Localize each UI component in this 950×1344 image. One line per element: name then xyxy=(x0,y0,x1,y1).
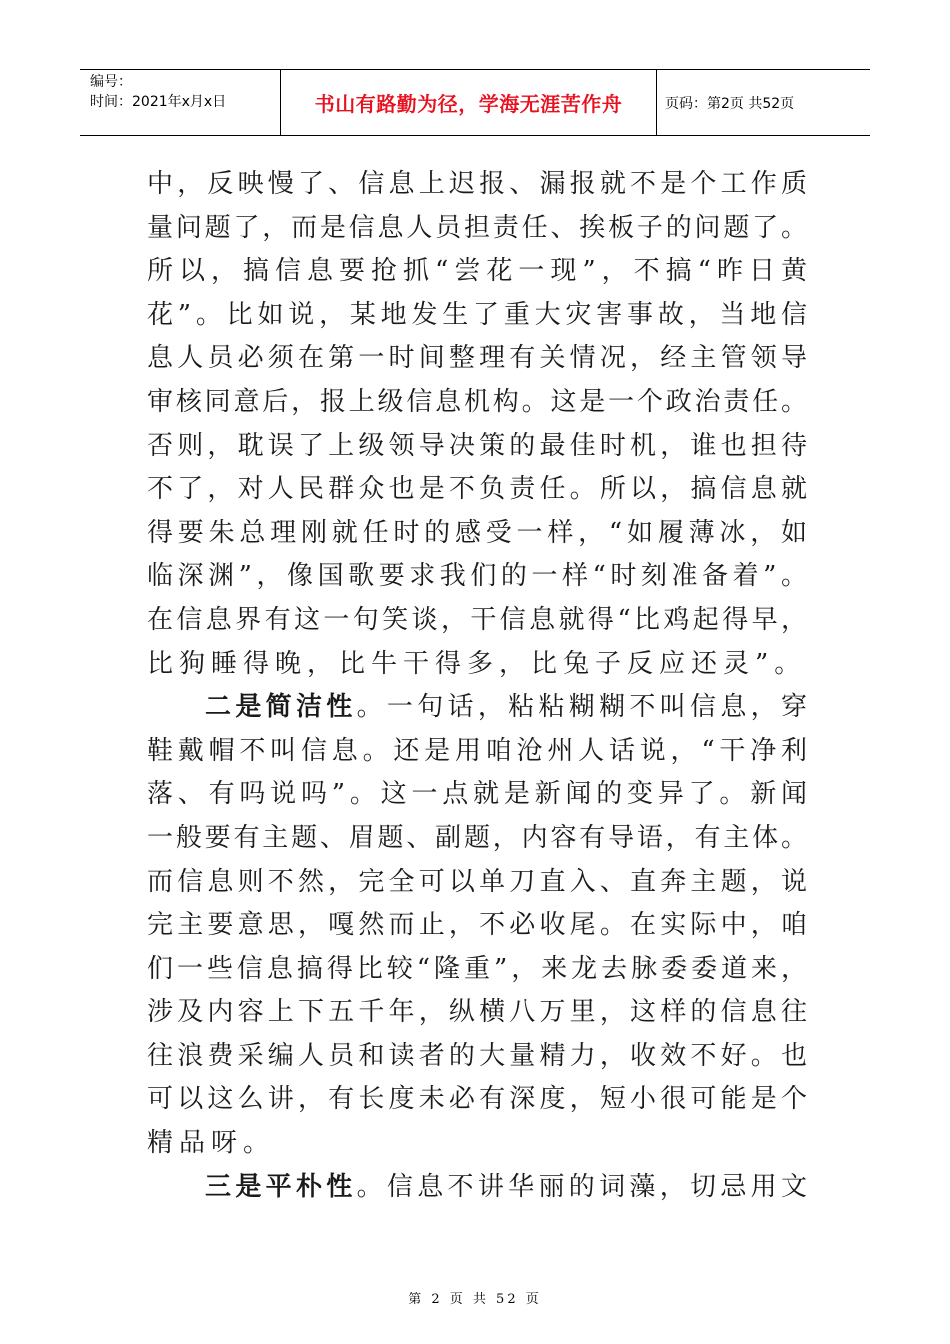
text-line xyxy=(147,1166,807,1210)
text-line: 息人员必须在第一时间整理有关情况，经主管领导 xyxy=(147,343,807,374)
text-line: 临深渊”，像国歌要求我们的一样“时刻准备着”。 xyxy=(147,561,807,592)
text-run: 。信息不讲华丽的词藻，切忌用文 xyxy=(356,1171,807,1202)
text-line: 精品呀。 xyxy=(147,1128,276,1159)
header-meta xyxy=(80,70,281,135)
text-line: 花”。比如说，某地发生了重大灾害事故，当地信 xyxy=(147,299,807,330)
text-line: 可以这么讲，有长度未必有深度，短小很可能是个 xyxy=(147,1084,807,1115)
time-label: 时间：2021年x月x日 xyxy=(90,94,227,110)
header-motto: 书山有路勤为径，学海无涯苦作舟 xyxy=(281,70,657,135)
text-line: 比狗睡得晚，比牛干得多，比兔子反应还灵”。 xyxy=(147,648,807,679)
text-line: 鞋戴帽不叫信息。还是用咱沧州人话说，“干净利 xyxy=(147,735,807,766)
paragraph-3 xyxy=(147,1166,807,1210)
text-line: 量问题了，而是信息人员担责任、挨板子的问题了。 xyxy=(147,212,807,243)
text-line: 而信息则不然，完全可以单刀直入、直奔主题，说 xyxy=(147,866,807,897)
page-footer: 第 2 页 共 52 页 xyxy=(408,1292,542,1307)
text-line: 一般要有主题、眉题、副题，内容有导语，有主体。 xyxy=(147,822,807,853)
text-line: 往浪费采编人员和读者的大量精力，收效不好。也 xyxy=(147,1040,807,1071)
paragraph-1 xyxy=(147,163,807,686)
text-line: 在信息界有这一句笑谈，干信息就得“比鸡起得早， xyxy=(147,604,807,635)
paragraph-lead-heading: 二是简洁性 xyxy=(205,692,357,723)
text-line: 所以，搞信息要抢抓“尝花一现”，不搞“昨日黄 xyxy=(147,256,807,287)
text-line: 否则，耽误了上级领导决策的最佳时机，谁也担待 xyxy=(147,430,807,461)
text-line: 得要朱总理刚就任时的感受一样，“如履薄冰，如 xyxy=(147,517,807,548)
text-line: 完主要意思，嘎然而止，不必收尾。在实际中，咱 xyxy=(147,910,807,941)
text-line xyxy=(147,686,807,730)
number-label: 编号： xyxy=(90,74,132,90)
text-line: 不了，对人民群众也是不负责任。所以，搞信息就 xyxy=(147,474,807,505)
text-line: 们一些信息搞得比较“隆重”，来龙去脉委委道来， xyxy=(147,953,807,984)
text-line: 落、有吗说吗”。这一点就是新闻的变异了。新闻 xyxy=(147,779,807,810)
text-line: 审核同意后，报上级信息机构。这是一个政治责任。 xyxy=(147,386,807,417)
text-run: 。一句话，粘粘糊糊不叫信息，穿 xyxy=(356,692,807,723)
text-line: 中，反映慢了、信息上迟报、漏报就不是个工作质 xyxy=(147,169,807,199)
header-page-info: 页码：第2页 共52页 xyxy=(665,95,795,112)
text-line: 涉及内容上下五千年，纵横八万里，这样的信息往 xyxy=(147,997,807,1028)
paragraph-lead-heading: 三是平朴性 xyxy=(205,1171,357,1202)
header-table xyxy=(80,69,870,136)
document-body xyxy=(147,163,807,1209)
paragraph-2 xyxy=(147,686,807,1166)
